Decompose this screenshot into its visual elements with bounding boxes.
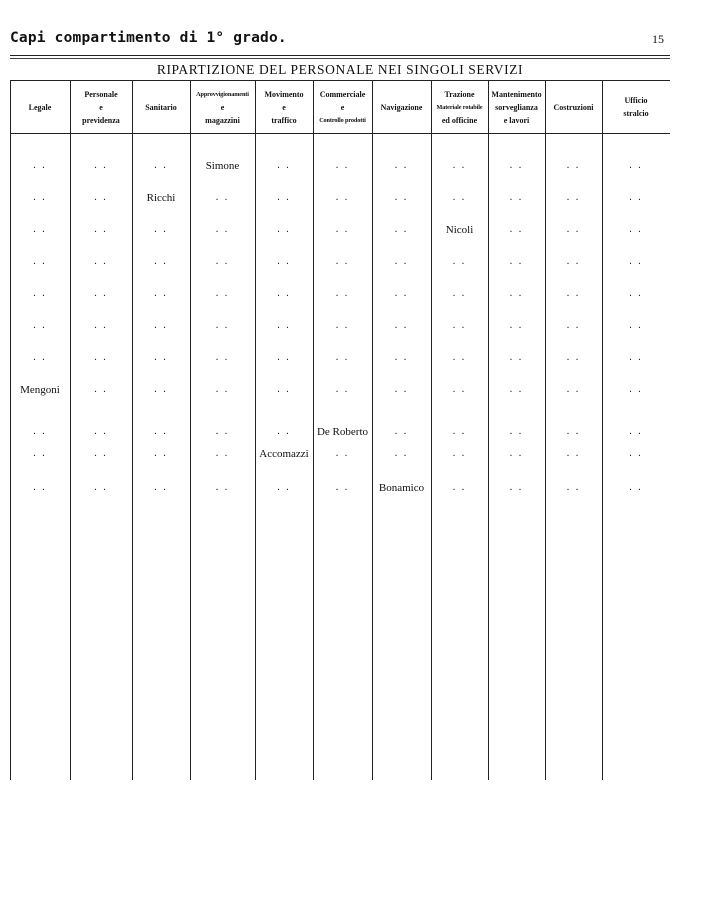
table-cell-empty: . . — [335, 288, 350, 299]
table-cell-empty: . . — [33, 352, 47, 363]
column-header — [313, 82, 372, 132]
table-cell-empty: . . — [629, 256, 643, 267]
table-cell-empty: . . — [215, 482, 230, 493]
column-header-line: Materiale rotabile — [436, 103, 483, 111]
table-cell-empty: . . — [394, 448, 409, 459]
table-cell-empty: . . — [452, 352, 467, 363]
table-cell-empty: . . — [33, 320, 47, 331]
personnel-table — [10, 80, 670, 780]
running-head — [10, 30, 664, 50]
table-cell-empty: . . — [509, 384, 524, 395]
table-cell-empty: . . — [215, 426, 230, 437]
table-cell-empty: . . — [154, 482, 168, 493]
table-cell-empty: . . — [94, 426, 108, 437]
table-cell-empty: . . — [277, 482, 291, 493]
table-cell-empty: . . — [394, 224, 409, 235]
table-cell-empty: . . — [452, 256, 467, 267]
table-cell-name: Bonamico — [378, 482, 425, 494]
table-cell-empty: . . — [277, 224, 291, 235]
table-cell-empty: . . — [629, 448, 643, 459]
column-header-line: Approvvigionamenti — [196, 90, 249, 98]
table-cell-empty: . . — [452, 482, 467, 493]
table-cell-empty: . . — [394, 384, 409, 395]
table-cell-empty: . . — [33, 482, 47, 493]
column-header-line: ed officine — [441, 115, 478, 125]
column-header-line: e — [282, 102, 286, 112]
column-header — [10, 82, 70, 132]
column-header-line: Costruzioni — [553, 102, 594, 112]
table-cell-empty: . . — [215, 384, 230, 395]
table-cell-empty: . . — [215, 288, 230, 299]
table-cell-empty: . . — [629, 482, 643, 493]
table-cell-empty: . . — [215, 256, 230, 267]
table-top-rule — [10, 80, 670, 81]
header-rule — [10, 55, 670, 56]
table-cell-empty: . . — [215, 192, 230, 203]
table-cell-empty: . . — [277, 384, 291, 395]
table-cell-empty: . . — [394, 192, 409, 203]
column-header-line: Navigazione — [380, 102, 423, 112]
table-cell-empty: . . — [94, 160, 108, 171]
table-cell-empty: . . — [566, 482, 581, 493]
table-cell-empty: . . — [33, 448, 47, 459]
table-cell-name: De Roberto — [316, 426, 368, 438]
table-cell-empty: . . — [509, 482, 524, 493]
table-cell-empty: . . — [509, 160, 524, 171]
table-cell-empty: . . — [33, 224, 47, 235]
header-bottom-rule — [10, 133, 670, 134]
table-cell-empty: . . — [335, 256, 350, 267]
table-cell-empty: . . — [629, 426, 643, 437]
table-cell-empty: . . — [509, 448, 524, 459]
table-cell-empty: . . — [154, 256, 168, 267]
table-cell-empty: . . — [566, 448, 581, 459]
table-cell-empty: . . — [277, 352, 291, 363]
table-cell-empty: . . — [94, 448, 108, 459]
table-cell-empty: . . — [629, 224, 643, 235]
header-rule — [10, 58, 670, 59]
table-cell-empty: . . — [629, 160, 643, 171]
table-cell-empty: . . — [452, 288, 467, 299]
table-cell-empty: . . — [566, 288, 581, 299]
table-cell-empty: . . — [215, 224, 230, 235]
running-title: Capi compartimento di 1° grado. — [10, 30, 287, 46]
table-cell-name: Simone — [205, 160, 240, 172]
table-cell-empty: . . — [335, 224, 350, 235]
table-cell-empty: . . — [394, 256, 409, 267]
table-cell-empty: . . — [33, 426, 47, 437]
table-cell-empty: . . — [154, 352, 168, 363]
table-cell-empty: . . — [335, 482, 350, 493]
table-cell-empty: . . — [94, 256, 108, 267]
table-cell-empty: . . — [277, 160, 291, 171]
table-cell-empty: . . — [277, 256, 291, 267]
table-cell-empty: . . — [452, 384, 467, 395]
column-header-line: traffico — [271, 115, 297, 125]
table-cell-empty: . . — [277, 288, 291, 299]
column-header-line: Mantenimento — [491, 89, 542, 99]
table-cell-empty: . . — [335, 192, 350, 203]
column-header-line: Personale — [84, 89, 118, 99]
table-cell-empty: . . — [509, 288, 524, 299]
table-cell-empty: . . — [154, 426, 168, 437]
table-cell-empty: . . — [452, 160, 467, 171]
table-cell-empty: . . — [335, 448, 350, 459]
table-cell-empty: . . — [566, 256, 581, 267]
table-cell-empty: . . — [277, 320, 291, 331]
column-header-line: e — [99, 102, 103, 112]
table-cell-empty: . . — [394, 160, 409, 171]
table-cell-empty: . . — [33, 160, 47, 171]
table-cell-empty: . . — [509, 426, 524, 437]
table-cell-empty: . . — [629, 352, 643, 363]
table-cell-empty: . . — [394, 320, 409, 331]
table-cell-empty: . . — [509, 320, 524, 331]
table-cell-empty: . . — [154, 448, 168, 459]
table-cell-empty: . . — [215, 352, 230, 363]
column-header-line: e lavori — [503, 115, 530, 125]
table-cell-empty: . . — [566, 160, 581, 171]
table-cell-empty: . . — [335, 384, 350, 395]
table-cell-empty: . . — [154, 384, 168, 395]
column-header-line: Commerciale — [319, 89, 366, 99]
table-cell-empty: . . — [94, 482, 108, 493]
table-cell-empty: . . — [94, 384, 108, 395]
table-cell-empty: . . — [335, 320, 350, 331]
table-cell-empty: . . — [33, 192, 47, 203]
column-header-line: e — [220, 102, 225, 112]
table-cell-empty: . . — [394, 288, 409, 299]
column-header-line: Movimento — [264, 89, 304, 99]
column-header — [70, 82, 132, 132]
table-cell-empty: . . — [509, 224, 524, 235]
table-cell-empty: . . — [566, 192, 581, 203]
table-title: RIPARTIZIONE DEL PERSONALE NEI SINGOLI SERVIZI — [156, 62, 524, 77]
table-cell-empty: . . — [566, 352, 581, 363]
column-header-line: previdenza — [82, 115, 120, 125]
table-cell-name: Accomazzi — [259, 448, 309, 460]
table-cell-empty: . . — [509, 192, 524, 203]
table-cell-empty: . . — [94, 192, 108, 203]
column-header — [488, 82, 545, 132]
column-header — [545, 82, 602, 132]
table-cell-empty: . . — [94, 352, 108, 363]
page-number: 15 — [652, 32, 664, 46]
column-header — [190, 82, 255, 132]
column-header-line: sorveglianza — [495, 102, 538, 112]
table-cell-empty: . . — [452, 448, 467, 459]
table-cell-empty: . . — [509, 256, 524, 267]
table-cell-empty: . . — [452, 426, 467, 437]
table-cell-empty: . . — [629, 288, 643, 299]
table-cell-empty: . . — [94, 288, 108, 299]
table-cell-empty: . . — [566, 426, 581, 437]
table-cell-empty: . . — [452, 192, 467, 203]
table-cell-empty: . . — [154, 224, 168, 235]
table-cell-empty: . . — [33, 256, 47, 267]
table-cell-empty: . . — [629, 384, 643, 395]
table-cell-empty: . . — [94, 224, 108, 235]
column-header-line: Ufficio — [624, 96, 648, 105]
table-cell-empty: . . — [566, 320, 581, 331]
table-cell-empty: . . — [629, 320, 643, 331]
column-header-line: e — [340, 102, 345, 112]
table-cell-name: Mengoni — [20, 384, 60, 396]
table-cell-name: Ricchi — [146, 192, 176, 204]
column-header — [431, 82, 488, 132]
column-header-line: Sanitario — [145, 102, 177, 112]
table-cell-empty: . . — [94, 320, 108, 331]
table-cell-empty: . . — [154, 320, 168, 331]
column-header-line: Legale — [28, 102, 52, 112]
table-cell-empty: . . — [215, 320, 230, 331]
column-header-line: Controllo prodotti — [319, 116, 366, 124]
column-header-line: Trazione — [444, 89, 475, 99]
table-cell-empty: . . — [509, 352, 524, 363]
column-header — [255, 82, 313, 132]
table-cell-empty: . . — [154, 160, 168, 171]
table-cell-empty: . . — [394, 426, 409, 437]
table-cell-empty: . . — [335, 160, 350, 171]
column-header-line: stralcio — [623, 109, 649, 118]
table-cell-empty: . . — [629, 192, 643, 203]
table-cell-empty: . . — [277, 426, 291, 437]
column-header — [602, 82, 670, 132]
table-cell-empty: . . — [452, 320, 467, 331]
table-cell-empty: . . — [566, 384, 581, 395]
table-cell-empty: . . — [154, 288, 168, 299]
table-cell-empty: . . — [215, 448, 230, 459]
table-cell-empty: . . — [33, 288, 47, 299]
table-cell-empty: . . — [277, 192, 291, 203]
table-cell-name: Nicoli — [445, 224, 474, 236]
column-header-line: magazzini — [205, 115, 240, 125]
column-header — [372, 82, 431, 132]
table-cell-empty: . . — [394, 352, 409, 363]
table-cell-empty: . . — [566, 224, 581, 235]
table-cell-empty: . . — [335, 352, 350, 363]
column-header — [132, 82, 190, 132]
